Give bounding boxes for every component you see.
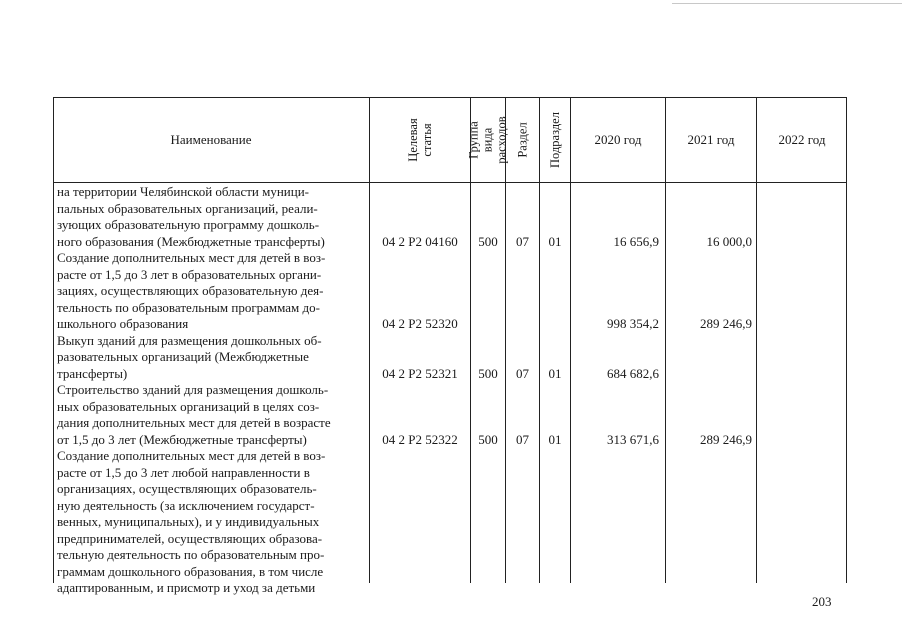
row-target-article: 04 2 P2 52320 [382,316,458,331]
header-2022: 2022 год [778,131,826,147]
row-section: 07 [516,233,529,249]
header-divider [53,182,847,183]
table-row-name: на территории Челябинской области муници- пальных образовательных организаций, реали- зующих образовательную программу дошколь- ного образования (Межбюджетные трансферты) [57,184,325,249]
row-subsection: 01 [548,233,562,249]
table-row-name: Выкуп зданий для размещения дошкольных об- разовательных организаций (Межбюджетные трансферты) [57,332,322,381]
row-section: 07 [516,431,529,447]
row-value-2020: 684 682,6 [607,365,659,381]
row-value-2021: 289 246,9 [700,431,752,447]
header-target-article: Целевая статья [406,117,434,162]
header-section: Раздел [515,121,530,158]
row-expense-group: 500 [478,233,498,249]
row-target-article: 04 2 P2 52322 [382,431,458,447]
header-2021: 2021 год [687,131,735,147]
header-2020: 2020 год [594,131,642,147]
row-target-article: 04 2 P2 04160 [382,233,458,249]
row-expense-group: 500 [478,431,498,447]
row-value-2021: 289 246,9 [700,316,752,331]
row-value-2020: 998 354,2 [607,316,659,331]
budget-table [53,97,847,595]
header-name: Наименование [170,131,252,147]
row-value-2021: 16 000,0 [706,233,752,249]
row-target-article: 04 2 P2 52321 [382,365,458,381]
header-expense-group: Группа вида расходов [467,115,510,164]
scan-artifact-line [672,3,902,4]
row-subsection: 01 [548,431,562,447]
row-subsection: 01 [548,365,562,381]
table-row-name: Строительство зданий для размещения дошколь- ных образовательных организаций в целях соз- дания дополнительных мест для детей в возрасте от 1,5 до 3 лет (Межбюджетные трансферты) [57,382,331,447]
header-subsection: Подраздел [548,111,562,168]
row-expense-group: 500 [478,365,498,381]
row-value-2020: 16 656,9 [613,233,659,249]
page-number: 203 [812,594,832,609]
table-row-name: Создание дополнительных мест для детей в воз- расте от 1,5 до 3 лет любой направленности в организациях, осуществляющих образователь- ную деятельность (за исключением государст- венных, муниципальных), и у индивидуальных предпринимателей, осуществляющих образова- тельную деятельность по образовательным про- граммам дошкольного образования, в том числе адаптированным, и присмотр и уход за детьми [57,448,326,595]
table-row-name: Создание дополнительных мест для детей в воз- расте от 1,5 до 3 лет в образовательных органи- зациях, осуществляющих образовательную дея- тельность по образовательным программам до- школьного образования [57,250,326,331]
row-value-2020: 313 671,6 [607,431,659,447]
row-section: 07 [516,365,529,381]
